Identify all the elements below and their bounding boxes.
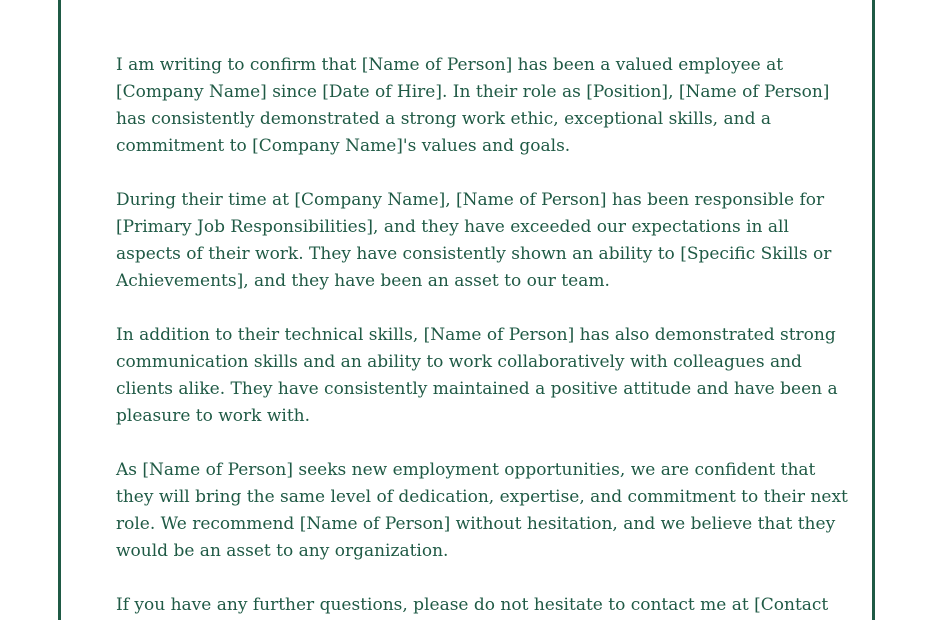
paragraph-confirmation (116, 52, 828, 160)
text-line: [Company Name] since [Date of Hire]. In their role as [Position], [Name of Person] (116, 82, 830, 102)
letter-body (116, 52, 848, 620)
text-line: [Primary Job Responsibilities], and they have exceeded our expectations in all (116, 217, 789, 237)
text-line: I am writing to confirm that [Name of Person] has been a valued employee at (116, 55, 784, 75)
page-border-left (58, 0, 61, 620)
paragraph-recommendation (116, 457, 848, 565)
paragraph-soft-skills (116, 322, 838, 430)
text-line: commitment to [Company Name]'s values and goals. (116, 136, 571, 156)
text-line: would be an asset to any organization. (116, 541, 449, 561)
text-line: During their time at [Company Name], [Name of Person] has been responsible for (116, 190, 825, 210)
paragraph-contact (116, 592, 828, 619)
text-line: clients alike. They have consistently maintained a positive attitude and have been a (116, 379, 838, 399)
text-line: pleasure to work with. (116, 406, 311, 426)
text-line: role. We recommend [Name of Person] without hesitation, and we believe that they (116, 514, 836, 534)
text-line: communication skills and an ability to work collaboratively with colleagues and (116, 352, 802, 372)
text-line: In addition to their technical skills, [Name of Person] has also demonstrated strong (116, 325, 836, 345)
page-border-right (872, 0, 875, 620)
text-line: aspects of their work. They have consistently shown an ability to [Specific Skills or (116, 244, 832, 264)
paragraph-responsibilities (116, 187, 832, 295)
text-line: Achievements], and they have been an asset to our team. (116, 271, 610, 291)
text-line: they will bring the same level of dedication, expertise, and commitment to their next (116, 487, 848, 507)
text-line: As [Name of Person] seeks new employment opportunities, we are confident that (116, 460, 816, 480)
text-line: has consistently demonstrated a strong work ethic, exceptional skills, and a (116, 109, 771, 129)
text-line: If you have any further questions, please do not hesitate to contact me at [Contact (116, 595, 829, 615)
